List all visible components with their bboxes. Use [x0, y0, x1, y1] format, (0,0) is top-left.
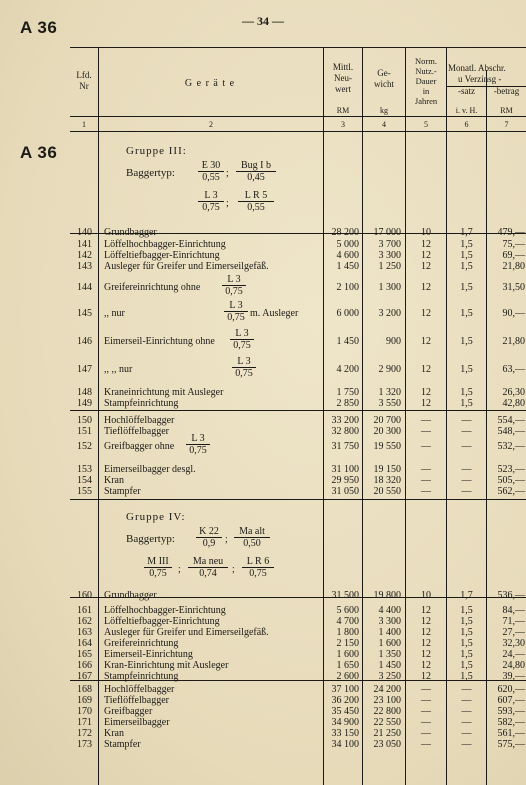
equipment-name: Grundbagger: [104, 227, 157, 238]
abschr-betrag-value: 593,—: [497, 706, 525, 717]
row-number: 168: [77, 684, 92, 695]
row-number: 149: [77, 398, 92, 409]
group-3-type-lr5: $\frac{\text{L R 5}}{0,55}$: [238, 190, 274, 213]
header-betrag: -betrag: [493, 86, 520, 96]
abschr-betrag-value: 32,30: [502, 638, 525, 649]
gewicht-value: 900: [386, 336, 401, 347]
nutzdauer-value: —: [421, 415, 431, 426]
nutzdauer-value: 12: [421, 398, 431, 409]
nutzdauer-value: 12: [421, 308, 431, 319]
abschr-betrag-value: 561,—: [497, 728, 525, 739]
group-4-type-m3: M III 0,75: [144, 556, 172, 579]
nutzdauer-value: 12: [421, 649, 431, 660]
neuwert-value: 4 700: [336, 616, 359, 627]
colnum-7: 7: [504, 120, 509, 129]
row-number: 164: [77, 638, 92, 649]
neuwert-value: 1 800: [336, 627, 359, 638]
equipment-name: Ausleger für Greifer und Eimerseilgefäß.: [104, 627, 269, 638]
group-4-sep-3: ;: [232, 564, 235, 575]
page-side-mark-top: A 36: [20, 18, 58, 37]
group-3-type-l3: $\frac{L 3}{0,75}$: [198, 190, 224, 213]
gewicht-value: 1 450: [378, 660, 401, 671]
equipment-name: Grundbagger: [104, 590, 157, 601]
gewicht-value: 3 300: [378, 616, 401, 627]
colnum-2: 2: [209, 120, 213, 129]
neuwert-value: 6 000: [336, 308, 359, 319]
abschr-satz-value: 1,5: [460, 671, 473, 682]
row-number: 171: [77, 717, 92, 728]
row-number: 141: [77, 239, 92, 250]
group-3-type-bug: Bug I b 0,45: [236, 160, 276, 183]
header-gewicht: Ge- wicht: [374, 68, 394, 89]
group-3-sep-1: ;: [226, 168, 229, 179]
nutzdauer-value: —: [421, 739, 431, 750]
neuwert-value: 2 100: [336, 282, 359, 293]
neuwert-value: 31 750: [331, 441, 359, 452]
neuwert-value: 2 850: [336, 398, 359, 409]
abschr-satz-value: 1,5: [460, 308, 473, 319]
colnum-1: 1: [82, 120, 86, 129]
neuwert-value: 37 100: [331, 684, 359, 695]
row-number: 146: [77, 336, 92, 347]
nutzdauer-value: 12: [421, 336, 431, 347]
neuwert-value: 2 600: [336, 671, 359, 682]
nutzdauer-value: 12: [421, 616, 431, 627]
abschr-satz-value: —: [461, 728, 472, 739]
header-dauer: Norm. Nutz.- Dauer in Jahren: [414, 56, 438, 106]
nutzdauer-value: 12: [421, 660, 431, 671]
group-4-separator: [98, 499, 526, 500]
equipment-name: Greifbagger ohne: [104, 441, 175, 452]
abschr-betrag-value: 21,80: [502, 261, 525, 272]
nutzdauer-value: 12: [421, 282, 431, 293]
nutzdauer-value: 12: [421, 239, 431, 250]
header-geraete: G e r ä t e: [184, 78, 236, 89]
equipment-name: Greifereinrichtung: [104, 638, 179, 649]
gewicht-value: 1 350: [378, 649, 401, 660]
header-satz-unit: i. v. H.: [455, 106, 478, 115]
equipment-name: Ausleger für Greifer und Eimerseilgefäß.: [104, 261, 269, 272]
abschr-satz-value: 1,5: [460, 250, 473, 261]
neuwert-value: 29 950: [331, 475, 359, 486]
rule-before-150: [70, 410, 526, 411]
row-number: 172: [77, 728, 92, 739]
col-divider-1: [98, 47, 99, 785]
colnum-3: 3: [341, 120, 345, 129]
abschr-satz-value: 1,5: [460, 261, 473, 272]
nutzdauer-value: 12: [421, 627, 431, 638]
fraction-l3: $\frac{L 3}{0,75}$: [224, 300, 248, 323]
nutzdauer-value: —: [421, 684, 431, 695]
equipment-name: Löffelhochbagger-Einrichtung: [104, 239, 226, 250]
neuwert-value: 1 650: [336, 660, 359, 671]
gewicht-value: 1 600: [378, 638, 401, 649]
header-lfd: Lfd. Nr: [76, 70, 92, 91]
nutzdauer-value: —: [421, 486, 431, 497]
gewicht-value: 1 250: [378, 261, 401, 272]
gewicht-value: 2 900: [378, 364, 401, 375]
abschr-betrag-value: 69,—: [502, 250, 525, 261]
abschr-satz-value: 1,5: [460, 638, 473, 649]
abschr-betrag-value: 582,—: [497, 717, 525, 728]
abschr-betrag-value: 24,80: [502, 660, 525, 671]
abschr-satz-value: 1,5: [460, 649, 473, 660]
row-number: 140: [77, 227, 92, 238]
equipment-name: Tieflöffelbagger: [104, 695, 169, 706]
header-neuwert-unit: RM: [336, 106, 350, 115]
neuwert-value: 34 100: [331, 739, 359, 750]
group-4-baggertyp: Baggertyp:: [126, 533, 175, 545]
equipment-name: Hochlöffelbagger: [104, 415, 175, 426]
row-number: 150: [77, 415, 92, 426]
equipment-name: Stampfer: [104, 739, 141, 750]
neuwert-value: 1 450: [336, 336, 359, 347]
row-number: 163: [77, 627, 92, 638]
fraction-l3: $\frac{L 3}{0,75}$: [232, 356, 256, 379]
nutzdauer-value: —: [421, 475, 431, 486]
neuwert-value: 4 600: [336, 250, 359, 261]
gewicht-value: 21 250: [373, 728, 401, 739]
row-number: 147: [77, 364, 92, 375]
abschr-satz-value: —: [461, 475, 472, 486]
equipment-name: ,, ,, nur: [104, 364, 133, 375]
gewicht-value: 19 150: [373, 464, 401, 475]
group-4-type-k22: $\frac{K 22}{0,9}$: [196, 526, 222, 549]
row-number: 162: [77, 616, 92, 627]
abschr-betrag-value: 532,—: [497, 441, 525, 452]
group-3-baggertyp: Baggertyp:: [126, 167, 175, 179]
neuwert-value: 32 800: [331, 426, 359, 437]
neuwert-value: 5 600: [336, 605, 359, 616]
gewicht-value: 1 320: [378, 387, 401, 398]
nutzdauer-value: —: [421, 464, 431, 475]
group-3-sep-2: ;: [226, 198, 229, 209]
abschr-betrag-value: 71,—: [502, 616, 525, 627]
abschr-satz-value: 1,7: [460, 590, 473, 601]
neuwert-value: 36 200: [331, 695, 359, 706]
equipment-name: Kraneinrichtung mit Ausleger: [104, 387, 224, 398]
neuwert-value: 1 750: [336, 387, 359, 398]
abschr-betrag-value: 536,—: [497, 590, 525, 601]
colnum-4: 4: [382, 120, 386, 129]
abschr-betrag-value: 75,—: [502, 239, 525, 250]
gewicht-value: 3 700: [378, 239, 401, 250]
nutzdauer-value: 12: [421, 671, 431, 682]
abschr-betrag-value: 27,—: [502, 627, 525, 638]
gewicht-value: 23 050: [373, 739, 401, 750]
row-number: 151: [77, 426, 92, 437]
gewicht-value: 1 400: [378, 627, 401, 638]
nutzdauer-value: 10: [421, 590, 431, 601]
equipment-name-suffix: m. Ausleger: [250, 308, 299, 319]
neuwert-value: 1 600: [336, 649, 359, 660]
abschr-betrag-value: 554,—: [497, 415, 525, 426]
nutzdauer-value: 12: [421, 261, 431, 272]
neuwert-value: 1 450: [336, 261, 359, 272]
table-top-rule: [70, 47, 526, 48]
group-4-sep-2: ;: [178, 564, 181, 575]
abschr-betrag-value: 63,—: [502, 364, 525, 375]
abschr-satz-value: 1,5: [460, 398, 473, 409]
row-number: 173: [77, 739, 92, 750]
abschr-satz-value: 1,5: [460, 605, 473, 616]
fraction-l3: $\frac{L 3}{0,75}$: [222, 274, 246, 297]
page-number: — 34 —: [242, 14, 284, 28]
nutzdauer-value: 12: [421, 250, 431, 261]
equipment-name: Stampfer: [104, 486, 141, 497]
header-satz: -satz: [458, 86, 475, 96]
gewicht-value: 24 200: [373, 684, 401, 695]
abschr-betrag-value: 39,—: [502, 671, 525, 682]
abschr-satz-value: —: [461, 739, 472, 750]
gewicht-value: 4 400: [378, 605, 401, 616]
abschr-betrag-value: 505,—: [497, 475, 525, 486]
abschr-betrag-value: 575,—: [497, 739, 525, 750]
equipment-name: Kran-Einrichtung mit Ausleger: [104, 660, 229, 671]
gewicht-value: 20 300: [373, 426, 401, 437]
nutzdauer-value: 10: [421, 227, 431, 238]
group-3-type-e30: $\frac{E 30}{0,55}$: [198, 160, 224, 183]
row-number: 167: [77, 671, 92, 682]
row-number: 153: [77, 464, 92, 475]
abschr-satz-value: 1,5: [460, 387, 473, 398]
gewicht-value: 3 300: [378, 250, 401, 261]
fraction-l3: $\frac{L 3}{0,75}$: [186, 433, 210, 456]
neuwert-value: 5 000: [336, 239, 359, 250]
header-gewicht-unit: kg: [380, 106, 388, 115]
neuwert-value: 35 450: [331, 706, 359, 717]
gewicht-value: 20 550: [373, 486, 401, 497]
row-number: 154: [77, 475, 92, 486]
neuwert-value: 2 150: [336, 638, 359, 649]
abschr-satz-value: 1,5: [460, 282, 473, 293]
gewicht-value: 3 200: [378, 308, 401, 319]
equipment-name: Löffeltiefbagger-Einrichtung: [104, 250, 220, 261]
abschr-betrag-value: 90,—: [502, 308, 525, 319]
row-number: 165: [77, 649, 92, 660]
gewicht-value: 19 800: [373, 590, 401, 601]
abschr-satz-value: 1,5: [460, 660, 473, 671]
colnum-6: 6: [464, 120, 469, 129]
abschr-satz-value: 1,5: [460, 616, 473, 627]
abschr-satz-value: —: [461, 464, 472, 475]
equipment-name: ,, nur: [104, 308, 125, 319]
equipment-name: Hochlöffelbagger: [104, 684, 175, 695]
equipment-name: Löffelhochbagger-Einrichtung: [104, 605, 226, 616]
row-number: 160: [77, 590, 92, 601]
equipment-name: Greifereinrichtung ohne: [104, 282, 201, 293]
row-number: 142: [77, 250, 92, 261]
gewicht-value: 22 800: [373, 706, 401, 717]
group-4-type-lr6: $\frac{\text{L R 6}}{0,75}$: [242, 556, 274, 579]
header-betrag-unit: RM: [500, 106, 513, 115]
gewicht-value: 3 250: [378, 671, 401, 682]
neuwert-value: 34 900: [331, 717, 359, 728]
abschr-betrag-value: 479,—: [497, 227, 525, 238]
gewicht-value: 23 100: [373, 695, 401, 706]
abschr-satz-value: —: [461, 717, 472, 728]
abschr-satz-value: 1,5: [460, 239, 473, 250]
group-4-type-maneu: Ma neu 0,74: [188, 556, 228, 579]
equipment-name: Eimerseilbagger desgl.: [104, 464, 196, 475]
abschr-betrag-value: 24,—: [502, 649, 525, 660]
equipment-name: Stampfeinrichtung: [104, 671, 179, 682]
nutzdauer-value: —: [421, 717, 431, 728]
nutzdauer-value: 12: [421, 638, 431, 649]
fraction-l3: $\frac{L 3}{0,75}$: [230, 328, 254, 351]
neuwert-value: 31 100: [331, 464, 359, 475]
nutzdauer-value: —: [421, 441, 431, 452]
gewicht-value: 22 550: [373, 717, 401, 728]
row-number: 161: [77, 605, 92, 616]
abschr-satz-value: 1,5: [460, 336, 473, 347]
abschr-betrag-value: 523,—: [497, 464, 525, 475]
gewicht-value: 17 000: [373, 227, 401, 238]
equipment-name: Eimerseilbagger: [104, 717, 170, 728]
neuwert-value: 4 200: [336, 364, 359, 375]
abschr-satz-value: —: [461, 441, 472, 452]
row-number: 170: [77, 706, 92, 717]
abschr-betrag-value: 42,80: [502, 398, 525, 409]
abschr-satz-value: 1,5: [460, 364, 473, 375]
neuwert-value: 31 050: [331, 486, 359, 497]
nutzdauer-value: 12: [421, 387, 431, 398]
gewicht-value: 20 700: [373, 415, 401, 426]
colnum-5: 5: [424, 120, 428, 129]
row-number: 155: [77, 486, 92, 497]
equipment-name: Kran: [104, 728, 124, 739]
header-neuwert: Mittl. Neu- wert: [332, 62, 354, 94]
header-rule: [70, 116, 526, 117]
neuwert-value: 33 200: [331, 415, 359, 426]
abschr-satz-value: —: [461, 706, 472, 717]
abschr-betrag-value: 562,—: [497, 486, 525, 497]
neuwert-value: 31 500: [331, 590, 359, 601]
rule-after-155: [70, 499, 98, 500]
row-number: 169: [77, 695, 92, 706]
abschr-betrag-value: 620,—: [497, 684, 525, 695]
row-number: 144: [77, 282, 92, 293]
group-3-title: Gruppe III:: [126, 145, 187, 157]
row-number: 152: [77, 441, 92, 452]
gewicht-value: 1 300: [378, 282, 401, 293]
abschr-satz-value: 1,7: [460, 227, 473, 238]
abschr-satz-value: 1,5: [460, 627, 473, 638]
gewicht-value: 19 550: [373, 441, 401, 452]
colnum-rule: [70, 131, 526, 132]
nutzdauer-value: 12: [421, 364, 431, 375]
neuwert-value: 33 150: [331, 728, 359, 739]
section-side-mark: A 36: [20, 143, 58, 162]
equipment-name: Tieflöffelbagger: [104, 426, 169, 437]
abschr-satz-value: —: [461, 486, 472, 497]
row-number: 148: [77, 387, 92, 398]
abschr-betrag-value: 548,—: [497, 426, 525, 437]
abschr-betrag-value: 607,—: [497, 695, 525, 706]
equipment-name: Eimerseil-Einrichtung: [104, 649, 193, 660]
row-number: 143: [77, 261, 92, 272]
equipment-name: Kran: [104, 475, 124, 486]
gewicht-value: 3 550: [378, 398, 401, 409]
group-4-title: Gruppe IV:: [126, 511, 186, 523]
group-4-type-maalt: Ma alt 0,50: [234, 526, 270, 549]
nutzdauer-value: 12: [421, 605, 431, 616]
row-number: 166: [77, 660, 92, 671]
gewicht-value: 18 320: [373, 475, 401, 486]
row-number: 145: [77, 308, 92, 319]
group-4-sep-1: ;: [225, 534, 228, 545]
abschr-satz-value: —: [461, 684, 472, 695]
abschr-satz-value: —: [461, 415, 472, 426]
abschr-betrag-value: 21,80: [502, 336, 525, 347]
nutzdauer-value: —: [421, 695, 431, 706]
abschr-betrag-value: 84,—: [502, 605, 525, 616]
abschr-betrag-value: 26,30: [502, 387, 525, 398]
abschr-satz-value: —: [461, 426, 472, 437]
equipment-name: Löffeltiefbagger-Einrichtung: [104, 616, 220, 627]
neuwert-value: 28 200: [331, 227, 359, 238]
header-monatl: Monatl. Abschr. u Verzinsg -: [448, 63, 506, 84]
nutzdauer-value: —: [421, 706, 431, 717]
equipment-name: Eimerseil-Einrichtung ohne: [104, 336, 215, 347]
nutzdauer-value: —: [421, 728, 431, 739]
abschr-satz-value: —: [461, 695, 472, 706]
abschr-betrag-value: 31,50: [502, 282, 525, 293]
equipment-name: Greifbagger: [104, 706, 153, 717]
nutzdauer-value: —: [421, 426, 431, 437]
equipment-name: Stampfeinrichtung: [104, 398, 179, 409]
